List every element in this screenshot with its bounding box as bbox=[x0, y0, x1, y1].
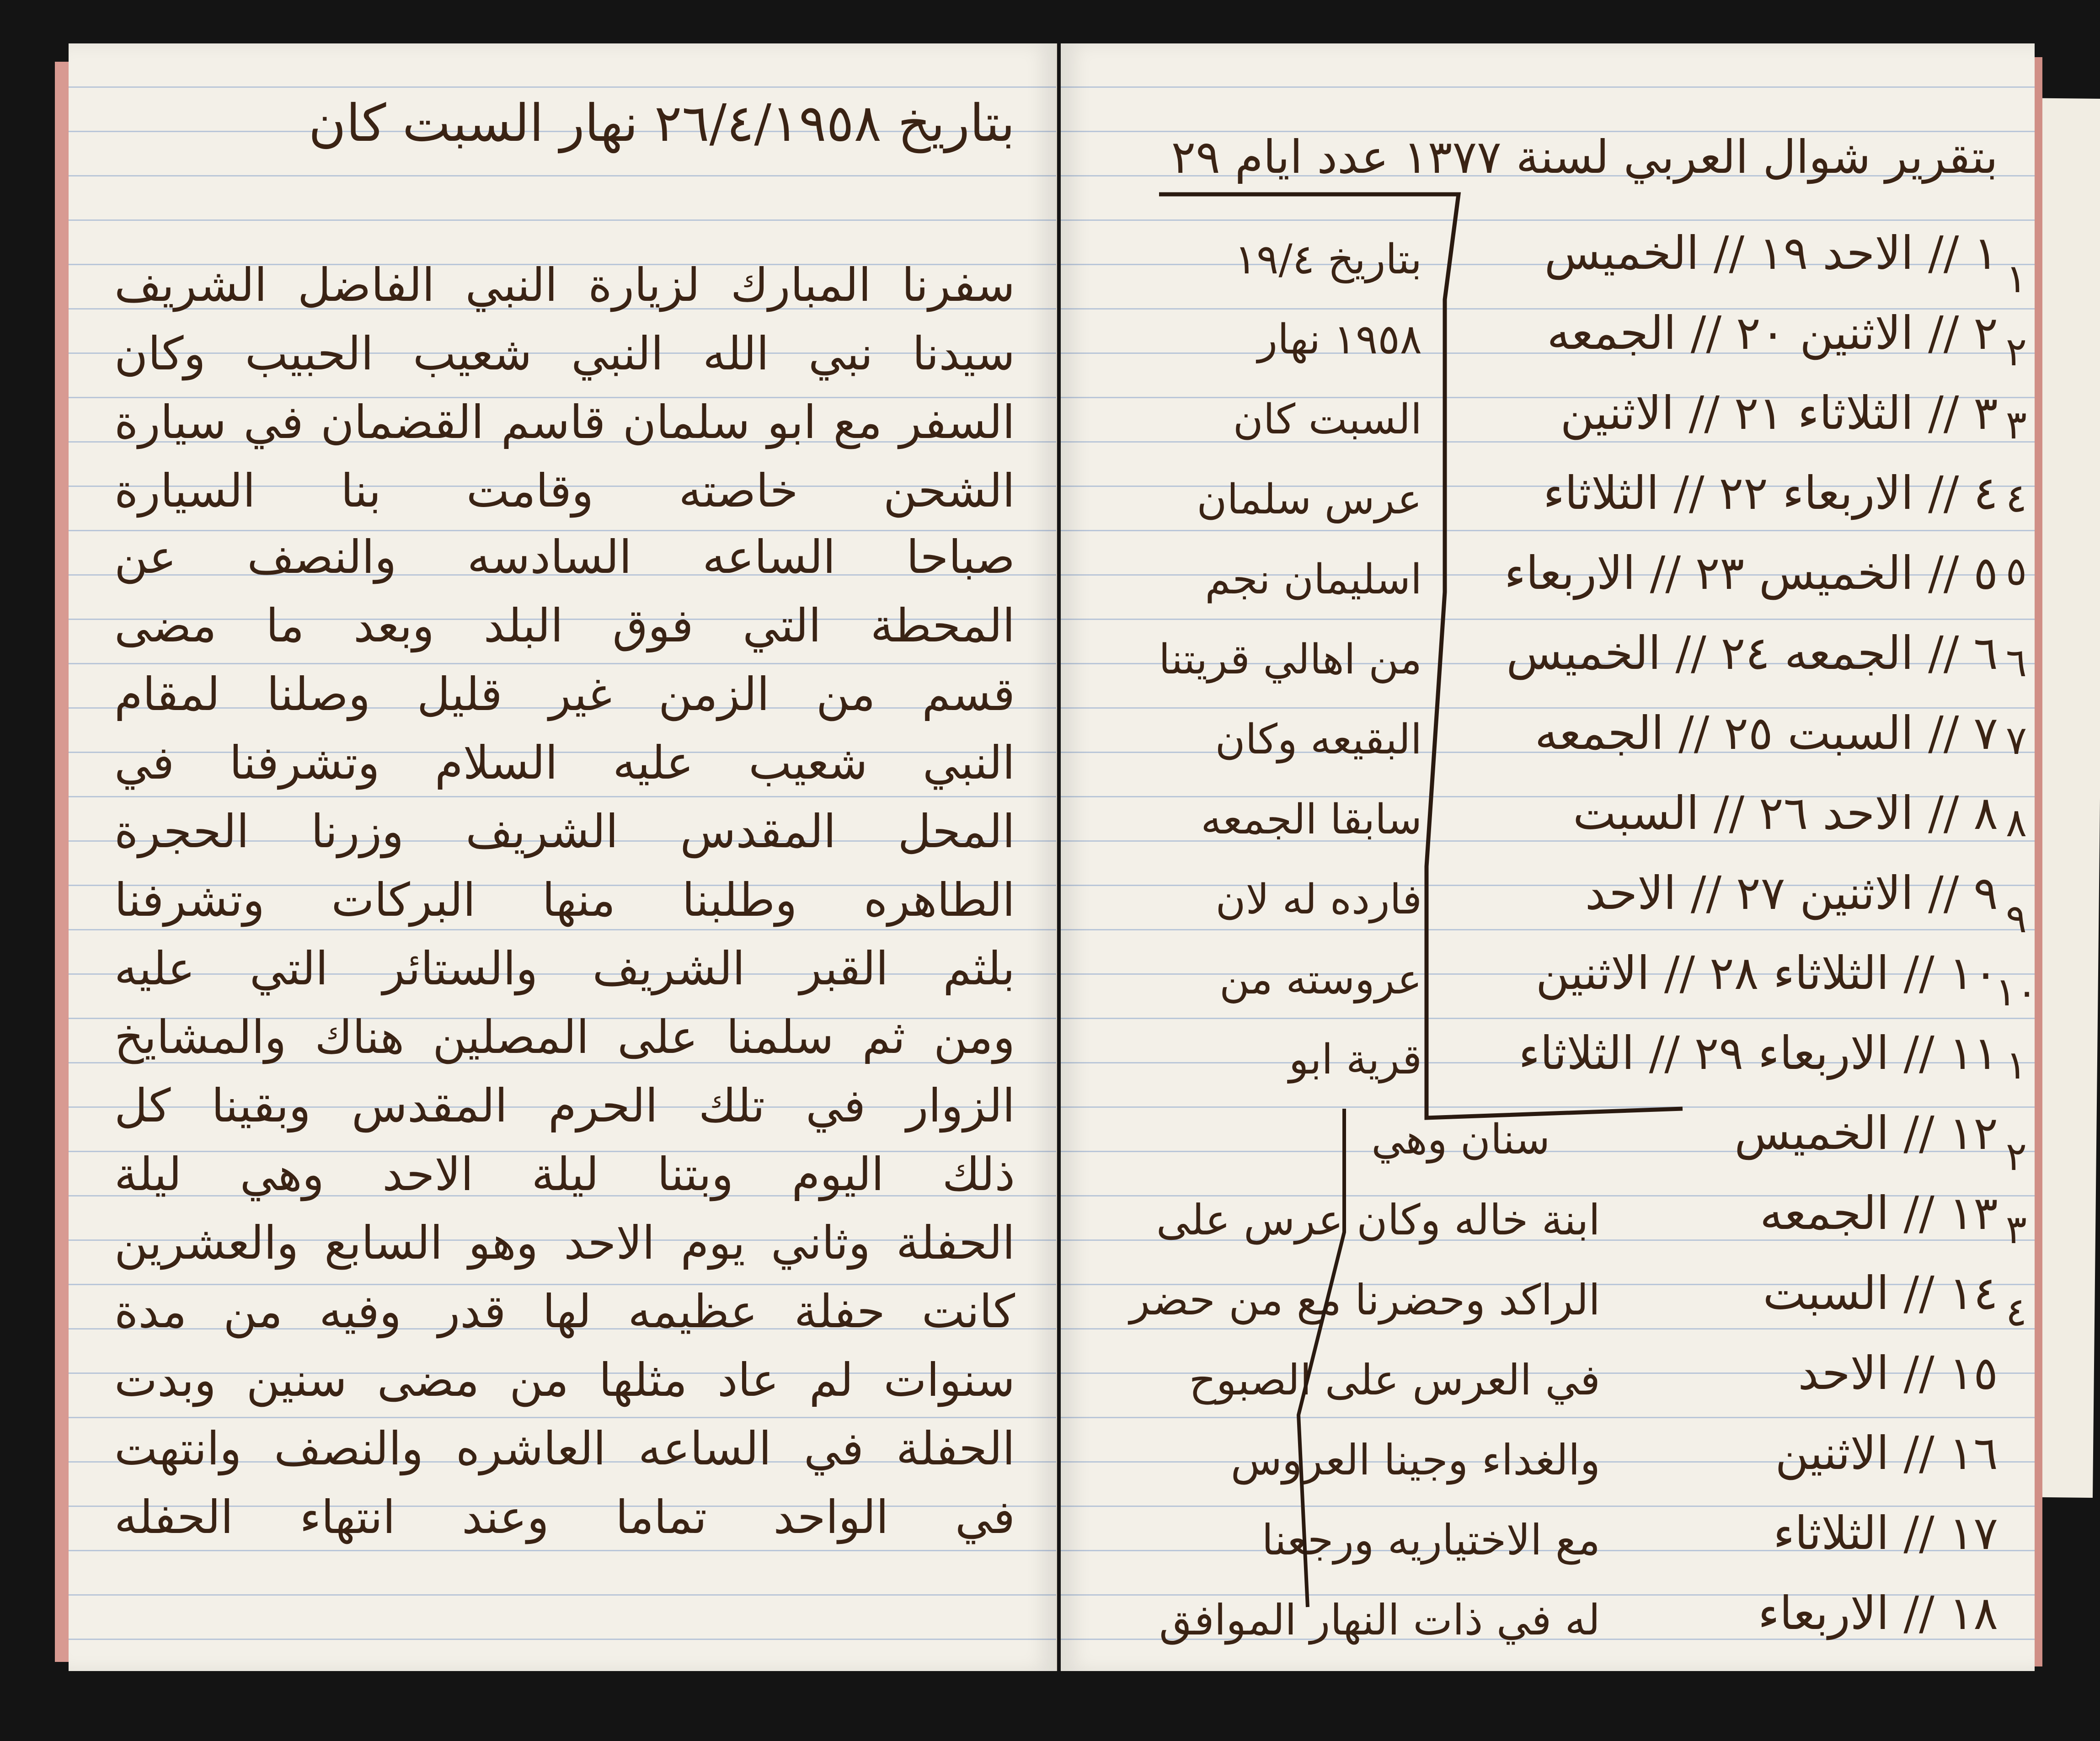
left-line: الحفلة في الساعه العاشره والنصف وانتهت bbox=[114, 1422, 1015, 1475]
margin-number: ٦ bbox=[2005, 640, 2027, 686]
calendar-row: ١٢ // الخميس bbox=[1734, 1106, 1998, 1160]
margin-number: ٣ bbox=[2005, 402, 2027, 448]
left-line: الطاهره وطلبنا منها البركات وتشرفنا bbox=[114, 873, 1015, 927]
page-edge-left bbox=[55, 62, 70, 1662]
calendar-row: ٦ // الجمعه ٢٤ // الخميس bbox=[1506, 626, 1998, 680]
calendar-row: ١٦ // الاثنين bbox=[1775, 1426, 1998, 1480]
handwritten-divider-lines bbox=[1061, 43, 2035, 1671]
note-line: مع الاختياريه ورجعنا bbox=[1261, 1516, 1600, 1565]
margin-number: ٣ bbox=[2005, 1207, 2027, 1253]
left-line: ومن ثم سلمنا على المصلين هناك والمشايخ bbox=[114, 1010, 1015, 1064]
left-line: السفر مع ابو سلمان قاسم القضمان في سيارة bbox=[114, 395, 1015, 449]
note-line: ابنة خاله وكان عرس على bbox=[1156, 1196, 1600, 1244]
left-line: بلثم القبر الشريف والستائر التي عليه bbox=[114, 942, 1015, 995]
calendar-row: ٥ // الخميس ٢٣ // الاربعاء bbox=[1504, 546, 1998, 600]
note-line: سابقا الجمعه bbox=[1201, 796, 1422, 844]
calendar-row: ٨ // الاحد ٢٦ // السبت bbox=[1573, 786, 1998, 840]
right-page-title: بتقرير شوال العربي لسنة ١٣٧٧ عدد ايام ٢٩ bbox=[1171, 130, 1998, 184]
left-line: الشحن خاصته وقامت بنا السيارة bbox=[114, 464, 1015, 518]
left-page bbox=[69, 43, 1057, 1671]
margin-number: ١ bbox=[2005, 256, 2027, 302]
calendar-row: ١٨ // الاربعاء bbox=[1758, 1586, 1998, 1640]
calendar-row: ١٤ // السبت bbox=[1763, 1266, 1998, 1320]
note-line: سنان وهي bbox=[1371, 1116, 1550, 1164]
left-line: الزوار في تلك الحرم المقدس وبقينا كل bbox=[114, 1079, 1015, 1132]
note-line: بتاريخ ١٩/٤ bbox=[1234, 235, 1422, 283]
calendar-row: ٤ // الاربعاء ٢٢ // الثلاثاء bbox=[1543, 466, 1998, 520]
note-line: قرية ابو bbox=[1288, 1036, 1422, 1084]
note-line: والغداء وجينا العروس bbox=[1230, 1436, 1600, 1485]
left-line: سنوات لم عاد مثلها من مضى سنين وبدت bbox=[114, 1353, 1015, 1407]
calendar-row: ١٥ // الاحد bbox=[1798, 1346, 1998, 1400]
note-line: من اهالي قريتنا bbox=[1159, 636, 1422, 684]
calendar-row: ٩ // الاثنين ٢٧ // الاحد bbox=[1585, 866, 1998, 920]
margin-number: ٥ bbox=[2005, 549, 2027, 594]
note-line: عروسته من bbox=[1219, 956, 1422, 1004]
note-line: اسليمان نجم bbox=[1205, 555, 1422, 603]
margin-number: ٤ bbox=[2005, 1289, 2027, 1335]
left-line: المحل المقدس الشريف وزرنا الحجرة bbox=[114, 805, 1015, 858]
note-line: له في ذات النهار الموافق bbox=[1159, 1596, 1600, 1645]
left-line: صباحا الساعه السادسه والنصف عن bbox=[114, 530, 1015, 584]
notebook-spread bbox=[55, 43, 2057, 1689]
note-line: السبت كان bbox=[1233, 395, 1422, 443]
calendar-row: ١ // الاحد ١٩ // الخميس bbox=[1544, 226, 1998, 280]
left-line: المحطة التي فوق البلد وبعد ما مضى bbox=[114, 599, 1015, 652]
left-line: الحفلة وثاني يوم الاحد وهو السابع والعشرين bbox=[114, 1216, 1015, 1270]
margin-number: ٩ bbox=[2005, 896, 2027, 942]
note-line: فارده له لان bbox=[1215, 876, 1422, 924]
calendar-row: ٢ // الاثنين ٢٠ // الجمعه bbox=[1547, 306, 1998, 360]
margin-number: ١٠ bbox=[1995, 969, 2038, 1015]
margin-number: ١ bbox=[2005, 1042, 2027, 1088]
note-line: البقيعه وكان bbox=[1215, 716, 1422, 764]
left-page-title: بتاريخ ٢٦/٤/١٩٥٨ نهار السبت كان bbox=[308, 94, 1015, 153]
left-line: سيدنا نبي الله النبي شعيب الحبيب وكان bbox=[114, 327, 1015, 380]
margin-number: ٧ bbox=[2005, 718, 2027, 764]
left-line: ذلك اليوم وبتنا ليلة الاحد وهي ليلة bbox=[114, 1148, 1015, 1201]
calendar-row: ١١ // الاربعاء ٢٩ // الثلاثاء bbox=[1518, 1026, 1998, 1080]
margin-number: ٨ bbox=[2005, 800, 2027, 846]
left-line: النبي شعيب عليه السلام وتشرفنا في bbox=[114, 736, 1015, 790]
margin-number: ٢ bbox=[2005, 1134, 2027, 1180]
calendar-row: ١٧ // الثلاثاء bbox=[1773, 1506, 1998, 1560]
calendar-row: ١٠ // الثلاثاء ٢٨ // الاثنين bbox=[1535, 946, 1998, 1000]
left-line: في الواحد تماما وعند انتهاء الحفله bbox=[114, 1490, 1015, 1544]
calendar-row: ٣ // الثلاثاء ٢١ // الاثنين bbox=[1560, 386, 1998, 440]
note-line: الراكد وحضرنا مع من حضر bbox=[1129, 1276, 1600, 1324]
left-line: كانت حفلة عظيمه لها قدر وفيه من مدة bbox=[114, 1285, 1015, 1338]
calendar-row: ١٣ // الجمعه bbox=[1760, 1186, 1998, 1240]
calendar-row: ٧ // السبت ٢٥ // الجمعه bbox=[1534, 706, 1998, 760]
margin-number: ٤ bbox=[2005, 475, 2027, 521]
left-line: قسم من الزمن غير قليل وصلنا لمقام bbox=[114, 668, 1015, 721]
note-line: ١٩٥٨ نهار bbox=[1257, 315, 1422, 363]
left-line: سفرنا المبارك لزيارة النبي الفاضل الشريف bbox=[114, 258, 1015, 312]
note-line: عرس سلمان bbox=[1197, 475, 1422, 523]
margin-number: ٢ bbox=[2005, 329, 2027, 375]
note-line: في العرس على الصبوح bbox=[1189, 1356, 1600, 1405]
